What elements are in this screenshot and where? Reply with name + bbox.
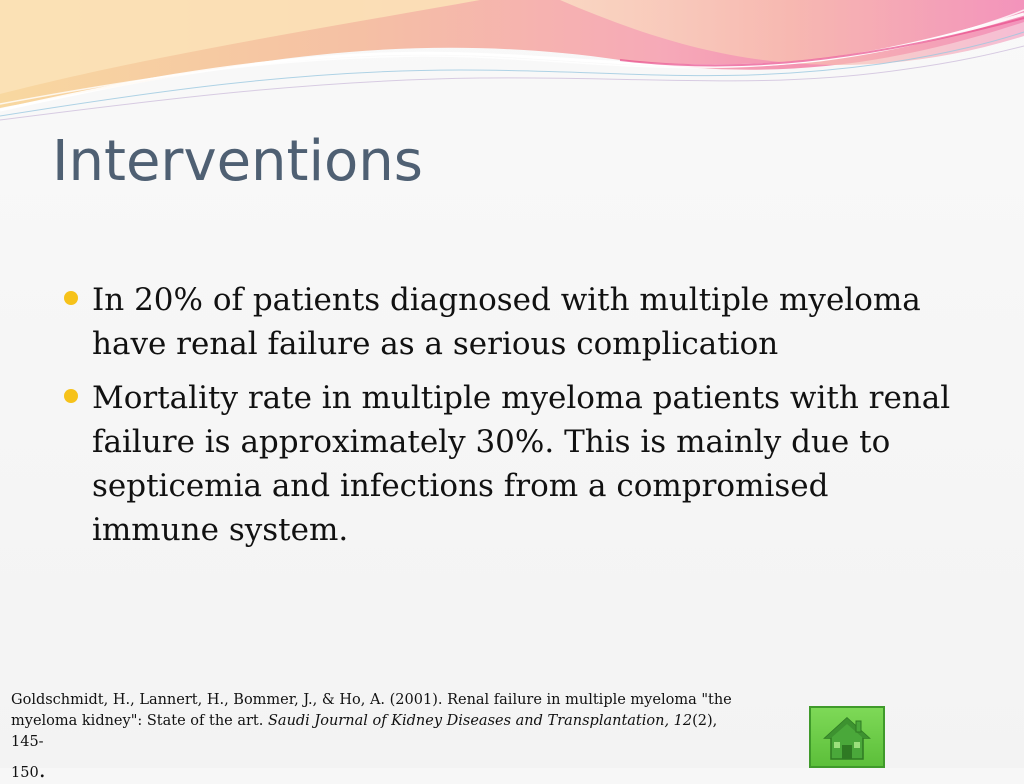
home-button[interactable] (809, 706, 885, 768)
citation-pages-end: 150 (11, 765, 39, 781)
home-icon (823, 715, 871, 761)
bullet-item (64, 278, 964, 366)
reference-citation (11, 690, 736, 784)
bullet-dot-icon (64, 389, 78, 403)
bullet-text: Mortality rate in multiple myeloma patients with renal failure is approximately 30%. This is mainly due to septicemia and infections from a compromised immune system. (92, 380, 951, 548)
citation-issue-pages: (2), 145- (11, 713, 718, 750)
bullet-text: In 20% of patients diagnosed with multiple myeloma have renal failure as a serious complication (92, 282, 921, 362)
citation-final-punct: . (38, 758, 46, 783)
slide-title: Interventions (52, 129, 423, 194)
citation-journal: Saudi Journal of Kidney Diseases and Transplantation, 12 (267, 713, 693, 729)
bullet-dot-icon (64, 291, 78, 305)
decorative-wave-banner (0, 0, 1024, 130)
bullet-list (64, 278, 964, 562)
citation-authors-title: Goldschmidt, H., Lannert, H., Bommer, J., & Ho, A. (2001). Renal failure in multiple myeloma "the myeloma kidney": State of the art. (11, 692, 732, 729)
bullet-item (64, 376, 964, 552)
